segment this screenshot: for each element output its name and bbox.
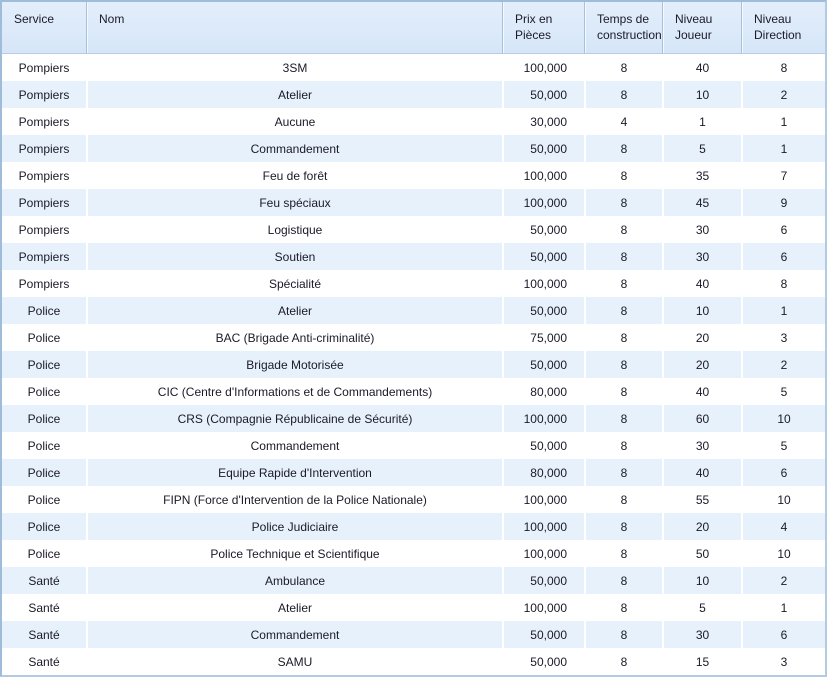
cell-nom: Brigade Motorisée xyxy=(86,351,502,378)
table-row xyxy=(2,108,825,135)
cell-prix: 50,000 xyxy=(502,243,584,270)
cell-nom: Atelier xyxy=(86,594,502,621)
cell-temps: 8 xyxy=(584,432,662,459)
cell-nom: Commandement xyxy=(86,621,502,648)
cell-service: Pompiers xyxy=(2,216,86,243)
cell-niveau-direction: 1 xyxy=(741,135,825,162)
cell-nom: Ambulance xyxy=(86,567,502,594)
cell-niveau-joueur: 5 xyxy=(662,135,741,162)
cell-prix: 100,000 xyxy=(502,594,584,621)
cell-niveau-direction: 4 xyxy=(741,513,825,540)
cell-niveau-direction: 6 xyxy=(741,459,825,486)
cell-niveau-direction: 9 xyxy=(741,189,825,216)
cell-temps: 8 xyxy=(584,81,662,108)
cell-niveau-joueur: 40 xyxy=(662,459,741,486)
cell-service: Police xyxy=(2,459,86,486)
table-row xyxy=(2,351,825,378)
cell-prix: 50,000 xyxy=(502,351,584,378)
cell-prix: 50,000 xyxy=(502,432,584,459)
cell-temps: 8 xyxy=(584,459,662,486)
cell-prix: 100,000 xyxy=(502,270,584,297)
cell-temps: 4 xyxy=(584,108,662,135)
cell-niveau-joueur: 30 xyxy=(662,243,741,270)
table-body xyxy=(2,54,825,675)
table-row xyxy=(2,297,825,324)
cell-temps: 8 xyxy=(584,405,662,432)
cell-prix: 50,000 xyxy=(502,297,584,324)
cell-niveau-joueur: 20 xyxy=(662,351,741,378)
cell-service: Pompiers xyxy=(2,135,86,162)
cell-niveau-joueur: 30 xyxy=(662,432,741,459)
cell-service: Pompiers xyxy=(2,243,86,270)
table-row xyxy=(2,648,825,675)
table-row xyxy=(2,405,825,432)
cell-niveau-joueur: 20 xyxy=(662,324,741,351)
cell-prix: 100,000 xyxy=(502,486,584,513)
cell-prix: 100,000 xyxy=(502,162,584,189)
table-row xyxy=(2,513,825,540)
cell-temps: 8 xyxy=(584,378,662,405)
cell-niveau-joueur: 5 xyxy=(662,594,741,621)
cell-prix: 50,000 xyxy=(502,135,584,162)
cell-temps: 8 xyxy=(584,54,662,81)
table-row xyxy=(2,486,825,513)
cell-service: Santé xyxy=(2,594,86,621)
cell-niveau-direction: 1 xyxy=(741,108,825,135)
cell-niveau-direction: 3 xyxy=(741,324,825,351)
table-row xyxy=(2,540,825,567)
cell-prix: 100,000 xyxy=(502,513,584,540)
cell-niveau-direction: 3 xyxy=(741,648,825,675)
cell-niveau-joueur: 10 xyxy=(662,567,741,594)
table-row xyxy=(2,189,825,216)
cell-prix: 80,000 xyxy=(502,378,584,405)
cell-niveau-joueur: 15 xyxy=(662,648,741,675)
cell-niveau-direction: 6 xyxy=(741,243,825,270)
cell-nom: Atelier xyxy=(86,81,502,108)
table-row xyxy=(2,81,825,108)
cell-niveau-direction: 8 xyxy=(741,54,825,81)
table-header xyxy=(2,2,825,54)
cell-service: Pompiers xyxy=(2,162,86,189)
cell-niveau-direction: 2 xyxy=(741,351,825,378)
cell-niveau-direction: 6 xyxy=(741,621,825,648)
cell-niveau-joueur: 20 xyxy=(662,513,741,540)
cell-temps: 8 xyxy=(584,621,662,648)
header-row xyxy=(2,2,825,54)
table-row xyxy=(2,459,825,486)
cell-nom: FIPN (Force d'Intervention de la Police Nationale) xyxy=(86,486,502,513)
table-row xyxy=(2,216,825,243)
cell-service: Pompiers xyxy=(2,54,86,81)
cell-niveau-joueur: 10 xyxy=(662,297,741,324)
cell-nom: CRS (Compagnie Républicaine de Sécurité) xyxy=(86,405,502,432)
cell-niveau-direction: 10 xyxy=(741,486,825,513)
cell-niveau-direction: 5 xyxy=(741,378,825,405)
cell-prix: 75,000 xyxy=(502,324,584,351)
cell-niveau-direction: 5 xyxy=(741,432,825,459)
cell-niveau-direction: 10 xyxy=(741,540,825,567)
cell-prix: 100,000 xyxy=(502,540,584,567)
cell-niveau-direction: 1 xyxy=(741,297,825,324)
cell-prix: 50,000 xyxy=(502,216,584,243)
table-row xyxy=(2,432,825,459)
table-row xyxy=(2,54,825,81)
column-header-niveau-joueur: Niveau Joueur xyxy=(662,2,741,54)
cell-temps: 8 xyxy=(584,297,662,324)
cell-niveau-direction: 2 xyxy=(741,567,825,594)
cell-temps: 8 xyxy=(584,162,662,189)
cell-nom: Logistique xyxy=(86,216,502,243)
cell-niveau-joueur: 10 xyxy=(662,81,741,108)
cell-niveau-direction: 8 xyxy=(741,270,825,297)
cell-service: Pompiers xyxy=(2,108,86,135)
cell-temps: 8 xyxy=(584,540,662,567)
cell-service: Pompiers xyxy=(2,189,86,216)
cell-nom: Police Technique et Scientifique xyxy=(86,540,502,567)
cell-temps: 8 xyxy=(584,189,662,216)
cell-niveau-joueur: 30 xyxy=(662,216,741,243)
table-row xyxy=(2,135,825,162)
cell-service: Police xyxy=(2,513,86,540)
cell-prix: 100,000 xyxy=(502,405,584,432)
cell-temps: 8 xyxy=(584,216,662,243)
column-header-service: Service xyxy=(2,2,86,54)
table-row xyxy=(2,567,825,594)
cell-prix: 50,000 xyxy=(502,621,584,648)
cell-temps: 8 xyxy=(584,324,662,351)
cell-nom: Spécialité xyxy=(86,270,502,297)
cell-service: Police xyxy=(2,297,86,324)
table-row xyxy=(2,324,825,351)
cell-prix: 100,000 xyxy=(502,54,584,81)
cell-service: Police xyxy=(2,405,86,432)
cell-service: Santé xyxy=(2,567,86,594)
cell-niveau-joueur: 40 xyxy=(662,378,741,405)
cell-nom: Feu de forêt xyxy=(86,162,502,189)
cell-niveau-joueur: 45 xyxy=(662,189,741,216)
cell-service: Santé xyxy=(2,621,86,648)
cell-nom: Soutien xyxy=(86,243,502,270)
cell-temps: 8 xyxy=(584,594,662,621)
cell-nom: Equipe Rapide d'Intervention xyxy=(86,459,502,486)
cell-temps: 8 xyxy=(584,513,662,540)
column-header-temps: Temps de construction xyxy=(584,2,662,54)
cell-temps: 8 xyxy=(584,486,662,513)
cell-nom: Commandement xyxy=(86,135,502,162)
cell-temps: 8 xyxy=(584,270,662,297)
cell-nom: Aucune xyxy=(86,108,502,135)
cell-prix: 30,000 xyxy=(502,108,584,135)
cell-service: Santé xyxy=(2,648,86,675)
column-header-prix: Prix en Pièces xyxy=(502,2,584,54)
cell-niveau-joueur: 55 xyxy=(662,486,741,513)
cell-niveau-direction: 2 xyxy=(741,81,825,108)
column-header-niveau-direction: Niveau Direction xyxy=(741,2,825,54)
cell-temps: 8 xyxy=(584,648,662,675)
cell-niveau-joueur: 1 xyxy=(662,108,741,135)
cell-nom: Commandement xyxy=(86,432,502,459)
cell-nom: BAC (Brigade Anti-criminalité) xyxy=(86,324,502,351)
cell-temps: 8 xyxy=(584,135,662,162)
cell-niveau-joueur: 40 xyxy=(662,54,741,81)
column-header-nom: Nom xyxy=(86,2,502,54)
cell-niveau-direction: 10 xyxy=(741,405,825,432)
cell-service: Police xyxy=(2,378,86,405)
cell-prix: 100,000 xyxy=(502,189,584,216)
table-row xyxy=(2,270,825,297)
table-row xyxy=(2,378,825,405)
cell-niveau-joueur: 30 xyxy=(662,621,741,648)
cell-service: Police xyxy=(2,486,86,513)
cell-prix: 50,000 xyxy=(502,567,584,594)
cell-prix: 80,000 xyxy=(502,459,584,486)
cell-service: Police xyxy=(2,324,86,351)
cell-nom: CIC (Centre d'Informations et de Commandements) xyxy=(86,378,502,405)
cell-temps: 8 xyxy=(584,243,662,270)
cell-niveau-direction: 1 xyxy=(741,594,825,621)
cell-nom: Atelier xyxy=(86,297,502,324)
cell-nom: Police Judiciaire xyxy=(86,513,502,540)
table-row xyxy=(2,621,825,648)
table-row xyxy=(2,594,825,621)
cell-niveau-joueur: 50 xyxy=(662,540,741,567)
cell-niveau-joueur: 60 xyxy=(662,405,741,432)
cell-service: Police xyxy=(2,540,86,567)
cell-nom: Feu spéciaux xyxy=(86,189,502,216)
cell-service: Police xyxy=(2,351,86,378)
cell-nom: 3SM xyxy=(86,54,502,81)
table-row xyxy=(2,162,825,189)
cell-niveau-direction: 6 xyxy=(741,216,825,243)
cell-service: Pompiers xyxy=(2,270,86,297)
cell-niveau-direction: 7 xyxy=(741,162,825,189)
cell-temps: 8 xyxy=(584,567,662,594)
cell-prix: 50,000 xyxy=(502,81,584,108)
table-row xyxy=(2,243,825,270)
cell-nom: SAMU xyxy=(86,648,502,675)
cell-temps: 8 xyxy=(584,351,662,378)
cell-niveau-joueur: 35 xyxy=(662,162,741,189)
cell-service: Police xyxy=(2,432,86,459)
cell-prix: 50,000 xyxy=(502,648,584,675)
cell-niveau-joueur: 40 xyxy=(662,270,741,297)
cell-service: Pompiers xyxy=(2,81,86,108)
